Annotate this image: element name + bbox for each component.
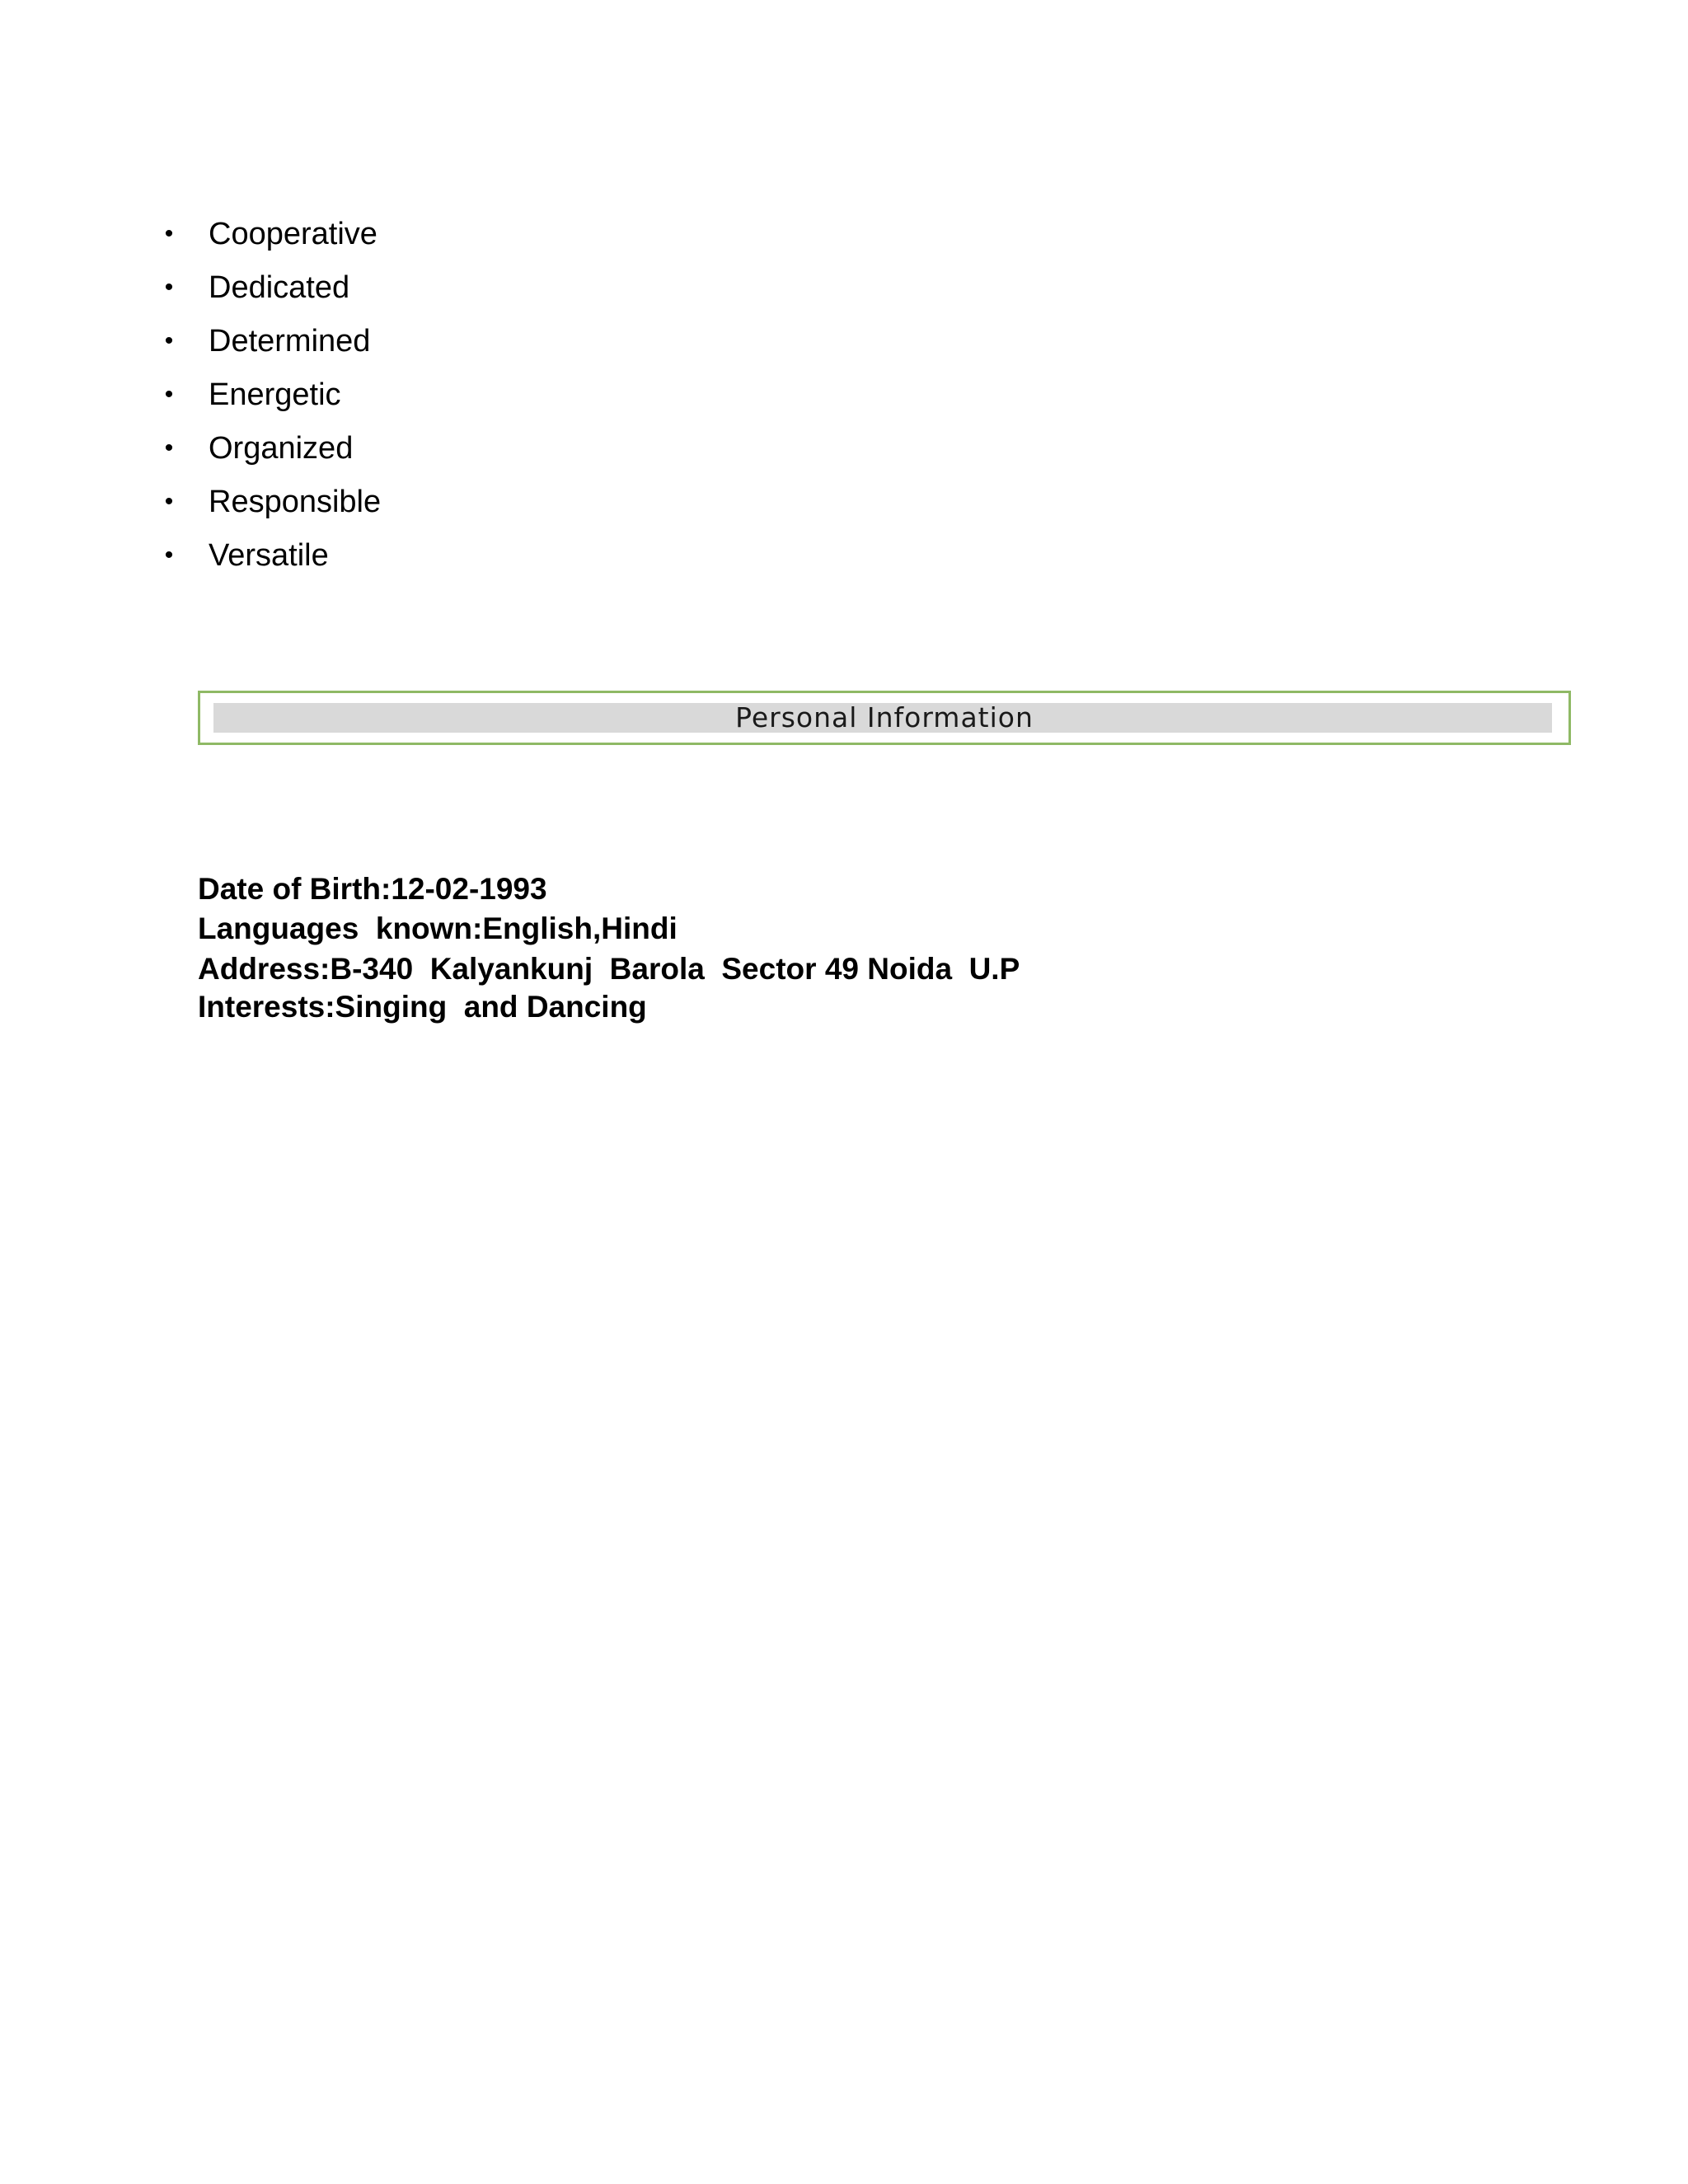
- bullet-icon: •: [164, 488, 174, 515]
- trait-label: Dedicated: [209, 270, 350, 305]
- bullet-icon: •: [164, 434, 174, 462]
- trait-label: Versatile: [209, 538, 329, 573]
- section-title: Personal Information: [735, 701, 1034, 733]
- bullet-icon: •: [164, 220, 174, 247]
- bullet-icon: •: [164, 274, 174, 301]
- date-of-birth: Date of Birth:12-02-1993: [198, 872, 547, 906]
- trait-label: Energetic: [209, 377, 341, 412]
- trait-label: Cooperative: [209, 217, 377, 251]
- trait-label: Organized: [209, 431, 354, 466]
- interests: Interests:Singing and Dancing: [198, 990, 647, 1024]
- trait-label: Determined: [209, 324, 371, 359]
- bullet-icon: •: [164, 381, 174, 408]
- address: Address:B-340 Kalyankunj Barola Sector 49 Noida U.P: [198, 952, 1020, 986]
- bullet-icon: •: [164, 541, 174, 569]
- trait-label: Responsible: [209, 485, 382, 519]
- section-heading-box: [198, 691, 1571, 745]
- bullet-icon: •: [164, 327, 174, 354]
- languages-known: Languages known:English,Hindi: [198, 912, 678, 945]
